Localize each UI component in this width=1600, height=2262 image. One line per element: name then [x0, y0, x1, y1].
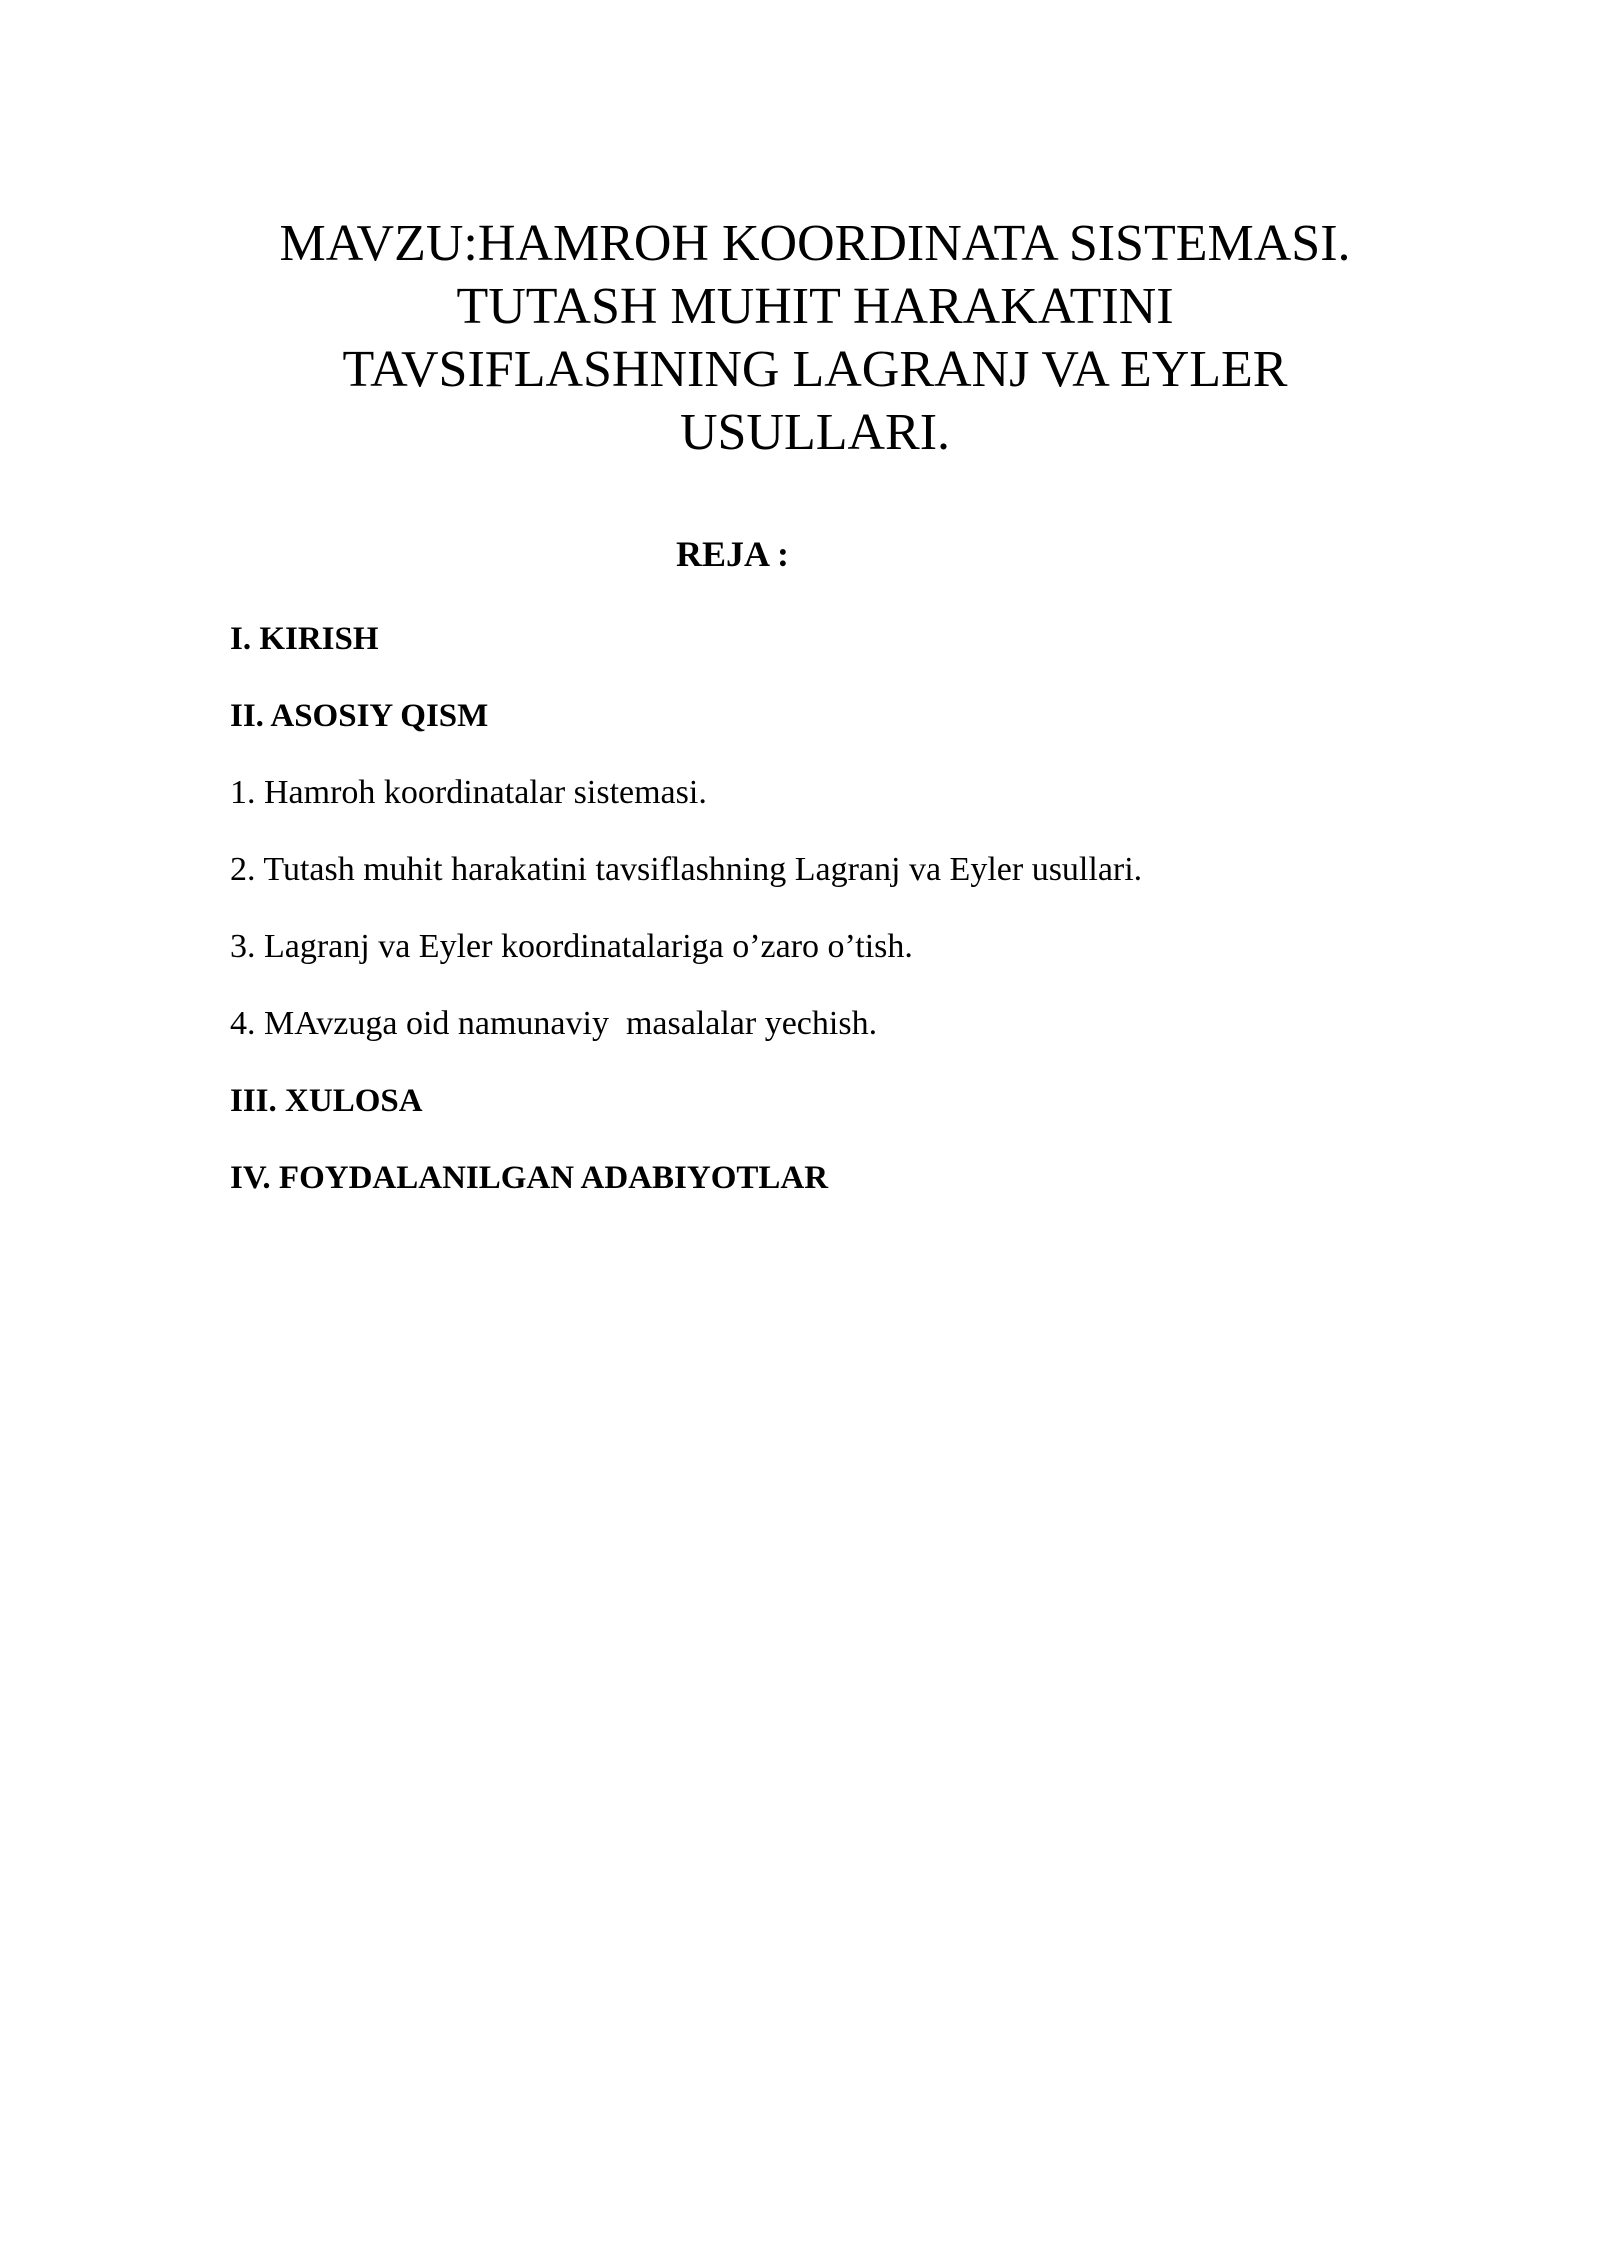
plan-item-asosiy-qism: II. ASOSIY QISM [230, 698, 489, 734]
plan-item-adabiyotlar: IV. FOYDALANILGAN ADABIYOTLAR [230, 1160, 829, 1196]
document-title [230, 212, 1400, 464]
title-line-4: USULLARI. [679, 404, 951, 461]
plan-subitem-3: 3. Lagranj va Eyler koordinatalariga o’zaro o’tish. [230, 928, 913, 965]
plan-item-xulosa: III. XULOSA [230, 1083, 423, 1119]
plan-heading: REJA : [675, 534, 789, 574]
title-line-1: MAVZU:HAMROH KOORDINATA SISTEMASI. [279, 215, 1351, 272]
plan-subitem-2: 2. Tutash muhit harakatini tavsiflashning Lagranj va Eyler usullari. [230, 851, 1143, 888]
plan-item-kirish: I. KIRISH [230, 621, 379, 657]
title-line-2: TUTASH MUHIT HARAKATINI [456, 278, 1174, 335]
plan-subitem-1: 1. Hamroh koordinatalar sistemasi. [230, 774, 707, 811]
title-line-3: TAVSIFLASHNING LAGRANJ VA EYLER [342, 341, 1288, 398]
plan-subitem-4: 4. MAvzuga oid namunaviy masalalar yechish. [230, 1005, 878, 1042]
